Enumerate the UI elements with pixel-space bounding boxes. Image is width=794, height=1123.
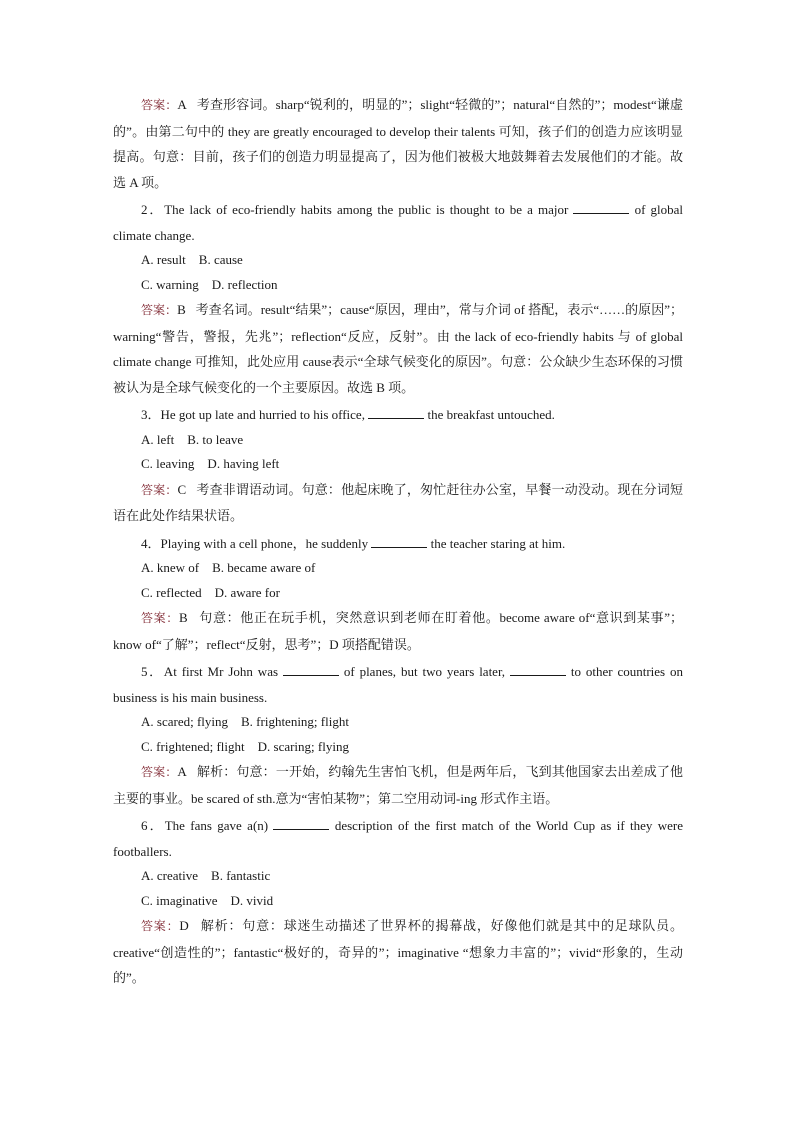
question-2-options-row-1: A. result B. cause (141, 252, 243, 267)
answer-paragraph (113, 92, 683, 195)
answer-explanation: 解析：句意：一开始，约翰先生害怕飞机，但是两年后，飞到其他国家去出差成了他主要的事业。be scared of sth.意为“害怕某物”；第二空用动词-ing 形式作主语。 (113, 764, 683, 806)
answer-paragraph (113, 297, 683, 400)
answer-letter: A (177, 97, 187, 112)
answer-letter: A (177, 764, 187, 779)
answer-letter: D (179, 918, 189, 933)
answer-explanation: 考查形容词。sharp“锐利的，明显的”；slight“轻微的”；natural“自然的”；modest“谦虚的”。由第二句中的 they are greatly encouraged to develop their talents 可知，孩子们的创造力应该明显提高。句意：目前，孩子们的创造力明显提高了，因为他们被极大地鼓舞着去发展他们的才能。故选 A 项。 (113, 97, 683, 190)
question-6-options-row-2: C. imaginative D. vivid (141, 892, 274, 908)
question-4-stem: 4．Playing with a cell phone，he suddenly the teacher staring at him. (141, 535, 566, 551)
question-6-stem: 6．The fans gave a(n) description of the first match of the World Cup as if they were footballers. (113, 818, 684, 859)
question-3-stem: 3．He got up late and hurried to his office, the breakfast untouched. (141, 407, 555, 422)
question-5-options-row-2: C. frightened; flight D. scaring; flying (141, 738, 349, 754)
question-4-options-row-2: C. reflected D. aware for (141, 584, 280, 600)
answer-letter: C (177, 481, 187, 497)
answer-label: 答案： (141, 611, 179, 625)
question-4-options-row-1: A. knew of B. became aware of (141, 560, 316, 575)
answer-paragraph (113, 759, 683, 811)
question-5-options-row-1: A. scared; flying B. frightening; flight (141, 714, 349, 729)
question-5-stem: 5．At first Mr John was of planes, but two years later, to other countries on business is his main business. (113, 664, 684, 705)
answer-blank (368, 406, 424, 419)
answer-explanation: 句意：他正在玩手机，突然意识到老师在盯着他。become aware of“意识到某事”；know of“了解”；reflect“反射，思考”；D 项搭配错误。 (113, 610, 683, 652)
answer-blank (371, 535, 427, 548)
answer-label: 答案： (141, 303, 178, 317)
answer-explanation: 考查名词。result“结果”；cause“原因，理由”，常与介词 of 搭配，表示“……的原因”；warning“警告，警报，先兆”；reflection“反应，反射”。由 the lack of eco-friendly habits 与 of global climate change 可推知，此处应用 cause表示“全球气候变化的原因”。句意：公众缺少生态环保的习惯被认为是全球气候变化的一个主要原因。故选 B 项。 (113, 302, 683, 395)
answer-letter: B (178, 610, 188, 625)
question-2-options-row-2: C. warning D. reflection (141, 276, 278, 292)
answer-blank (283, 663, 339, 676)
question-3-options-row-2: C. leaving D. having left (141, 456, 280, 471)
question-6-options-row-1: A. creative B. fantastic (141, 868, 271, 883)
question-3-options-row-1: A. left B. to leave (141, 431, 244, 447)
answer-blank (273, 817, 329, 830)
answer-paragraph (113, 913, 683, 991)
answer-letter: B (177, 302, 186, 317)
answer-blank (510, 663, 566, 676)
worksheet-page (113, 92, 683, 991)
question-2-stem: 2．The lack of eco-friendly habits among the public is thought to be a major of global climate change. (113, 202, 684, 243)
answer-paragraph (113, 477, 683, 529)
answer-label: 答案： (141, 765, 178, 779)
answer-blank (573, 201, 629, 214)
answer-label: 答案： (141, 482, 178, 497)
answer-explanation: 考查非谓语动词。句意：他起床晚了，匆忙赶往办公室，早餐一动没动。现在分词短语在此处作结果状语。 (113, 481, 683, 523)
answer-label: 答案： (141, 919, 180, 933)
answer-label: 答案： (141, 98, 178, 112)
answer-explanation: 解析：句意：球迷生动描述了世界杯的揭幕战，好像他们就是其中的足球队员。creative“创造性的”；fantastic“极好的，奇异的”；imaginative “想象力丰富的”；vivid“形象的，生动的”。 (113, 918, 683, 985)
answer-paragraph (113, 605, 683, 657)
